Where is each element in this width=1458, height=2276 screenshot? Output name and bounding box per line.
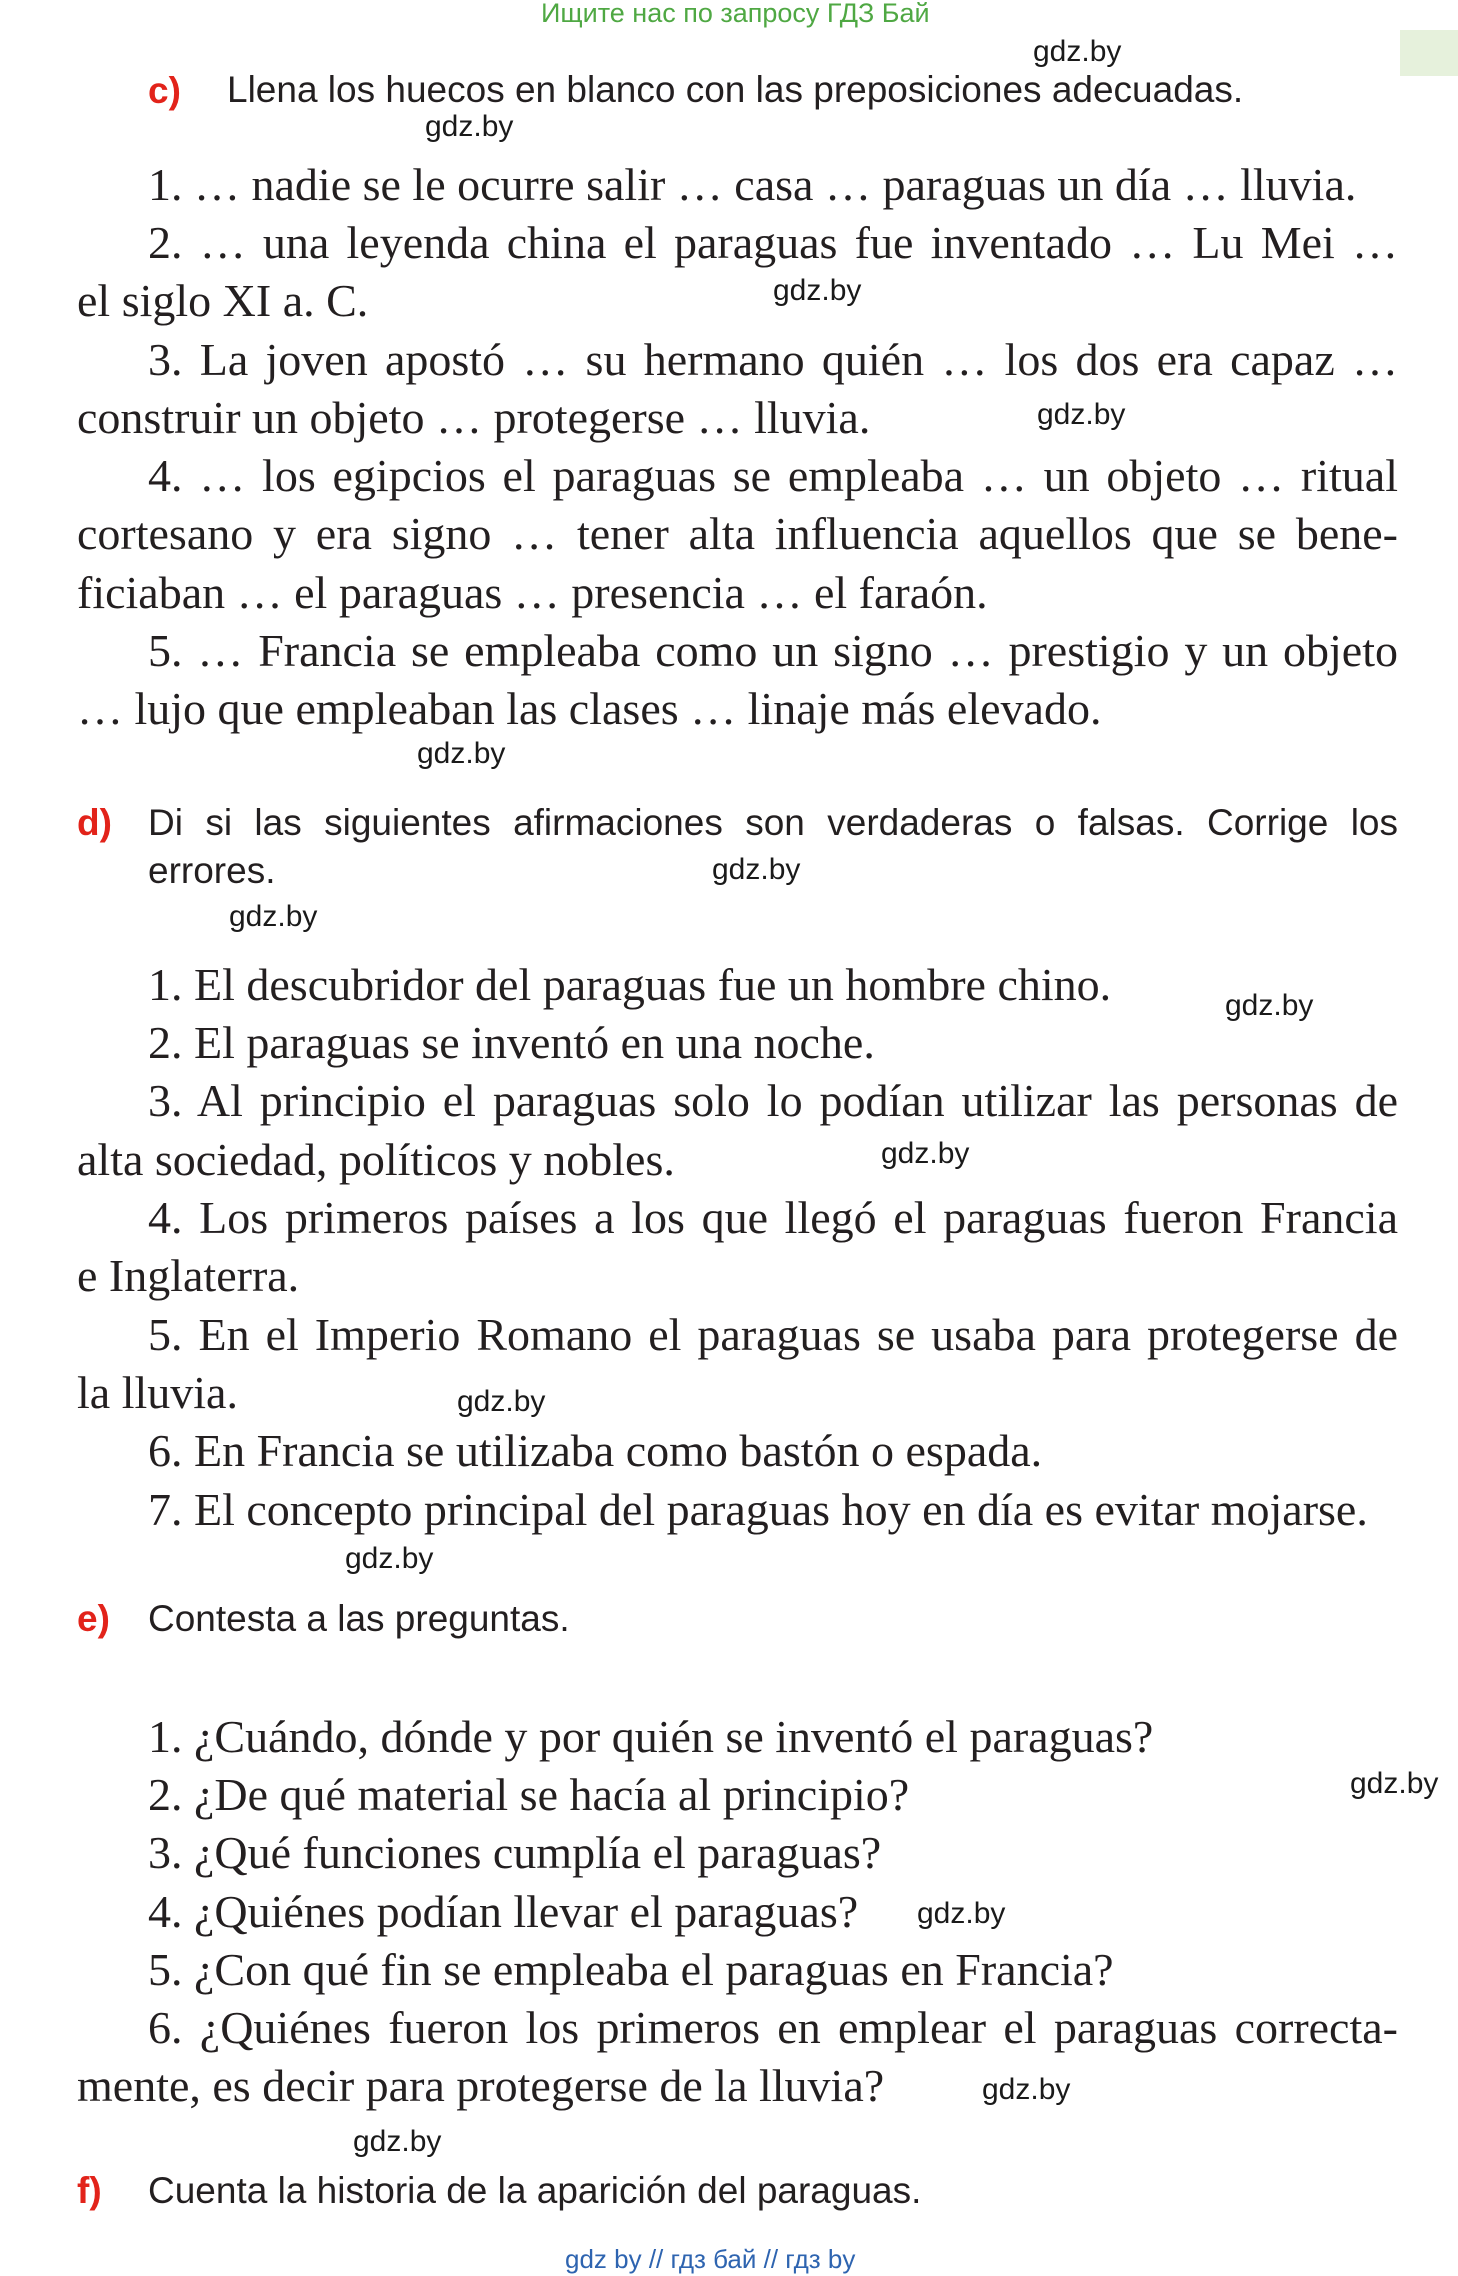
question-line: 6. ¿Quiénes fueron los primeros en emplear el paraguas correcta- — [148, 2002, 1398, 2053]
watermark: gdz.by — [712, 853, 801, 886]
text-line: … lujo que empleaban las clases … linaje más elevado. — [77, 683, 1102, 734]
section-f-letter: f) — [77, 2170, 102, 2211]
section-f-heading: Cuenta la historia de la aparición del paraguas. — [148, 2170, 922, 2211]
section-e-letter: e) — [77, 1598, 110, 1639]
watermark: gdz.by — [1350, 1767, 1439, 1800]
question-line: 3. ¿Qué funciones cumplía el paraguas? — [148, 1827, 882, 1878]
watermark: gdz.by — [917, 1897, 1006, 1930]
corner-tab — [1400, 30, 1458, 76]
text-line: 4. … los egipcios el paraguas se empleaba … un objeto … ritual — [148, 450, 1398, 501]
watermark: gdz.by — [1033, 35, 1122, 68]
watermark: gdz.by — [425, 110, 514, 143]
footer-links[interactable]: gdz by // гдз бай // гдз by — [565, 2244, 856, 2274]
text-line: 2. … una leyenda china el paraguas fue inventado … Lu Mei … — [148, 217, 1398, 268]
text-line: 1. El descubridor del paraguas fue un hombre chino. — [148, 959, 1112, 1010]
watermark: gdz.by — [881, 1137, 970, 1170]
question-line: 2. ¿De qué material se hacía al principio? — [148, 1769, 910, 1820]
text-line: 5. En el Imperio Romano el paraguas se usaba para protegerse de — [148, 1309, 1398, 1360]
text-line: el siglo XI a. C. — [77, 275, 369, 326]
section-d-letter: d) — [77, 802, 112, 843]
text-line: 3. La joven apostó … su hermano quién … los dos era capaz … — [148, 334, 1398, 385]
question-line: 4. ¿Quiénes podían llevar el paraguas? — [148, 1886, 859, 1937]
section-d-heading: errores. — [148, 850, 276, 891]
watermark: gdz.by — [353, 2125, 442, 2158]
text-line: ficiaban … el paraguas … presencia … el faraón. — [77, 567, 988, 618]
text-line: cortesano y era signo … tener alta influencia aquellos que se bene- — [77, 508, 1398, 559]
text-line: 3. Al principio el paraguas solo lo podían utilizar las personas de — [148, 1075, 1398, 1126]
top-banner[interactable]: Ищите нас по запросу ГДЗ Бай — [541, 0, 930, 28]
text-line: 6. En Francia se utilizaba como bastón o espada. — [148, 1425, 1043, 1476]
watermark: gdz.by — [1037, 398, 1126, 431]
text-line: 4. Los primeros países a los que llegó el paraguas fueron Francia — [148, 1192, 1398, 1243]
text-line: la lluvia. — [77, 1367, 238, 1418]
section-c-letter: c) — [148, 70, 181, 111]
question-line: mente, es decir para protegerse de la lluvia? — [77, 2060, 885, 2111]
watermark: gdz.by — [457, 1385, 546, 1418]
text-line: 1. … nadie se le ocurre salir … casa … paraguas un día … lluvia. — [148, 159, 1357, 210]
watermark: gdz.by — [982, 2073, 1071, 2106]
watermark: gdz.by — [773, 274, 862, 307]
text-line: 5. … Francia se empleaba como un signo … prestigio y un objeto — [148, 625, 1398, 676]
question-line: 5. ¿Con qué fin se empleaba el paraguas en Francia? — [148, 1944, 1114, 1995]
section-e-heading: Contesta a las preguntas. — [148, 1598, 570, 1639]
question-line: 1. ¿Cuándo, dónde y por quién se inventó el paraguas? — [148, 1711, 1154, 1762]
text-line: 2. El paraguas se inventó en una noche. — [148, 1017, 875, 1068]
watermark: gdz.by — [417, 737, 506, 770]
text-line: alta sociedad, políticos y nobles. — [77, 1134, 675, 1185]
text-line: 7. El concepto principal del paraguas hoy en día es evitar mojarse. — [148, 1484, 1368, 1535]
text-line: e Inglaterra. — [77, 1250, 300, 1301]
watermark: gdz.by — [229, 900, 318, 933]
watermark: gdz.by — [345, 1542, 434, 1575]
section-c-heading: Llena los huecos en blanco con las preposiciones adecuadas. — [227, 69, 1244, 110]
text-line: construir un objeto … protegerse … lluvia. — [77, 392, 871, 443]
watermark: gdz.by — [1225, 989, 1314, 1022]
section-d-heading: Di si las siguientes afirmaciones son verdaderas o falsas. Corrige los — [148, 802, 1398, 843]
